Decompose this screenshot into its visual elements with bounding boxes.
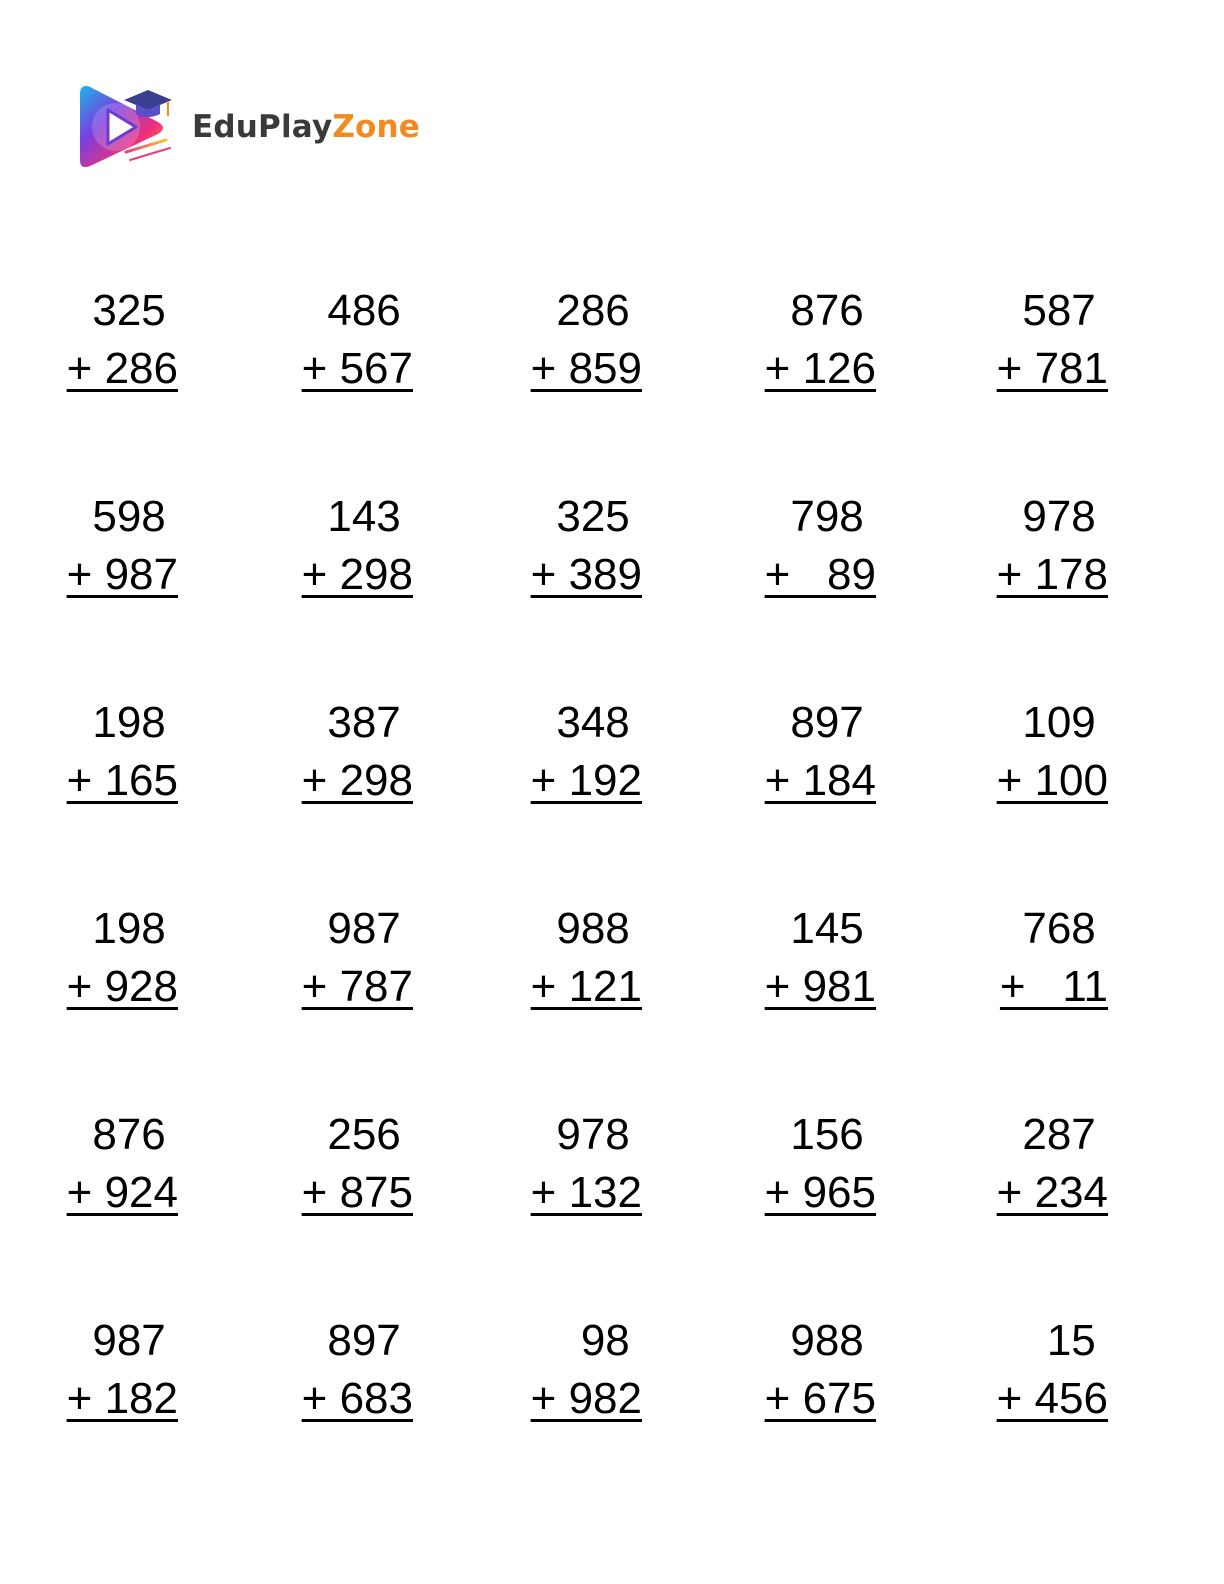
addend-bottom: + 928 — [66, 962, 178, 1011]
addition-problem — [726, 1106, 876, 1222]
addition-problem — [263, 488, 413, 604]
addend-bottom: + 234 — [996, 1168, 1108, 1217]
addend-bottom: + 982 — [530, 1374, 642, 1423]
addition-problem — [263, 1106, 413, 1222]
addend-top: 143 — [327, 492, 413, 541]
brand-name-part2: Zone — [332, 109, 421, 145]
addition-problem — [28, 1312, 178, 1428]
addend-top: 325 — [556, 492, 642, 541]
addend-top: 256 — [327, 1110, 413, 1159]
addend-bottom-line — [726, 340, 876, 398]
addend-top: 486 — [327, 286, 413, 335]
addend-bottom-line — [958, 546, 1108, 604]
addend-bottom: + 298 — [301, 550, 413, 599]
addition-problem — [492, 1106, 642, 1222]
addend-bottom: + 11 — [999, 962, 1108, 1011]
addition-problem — [726, 900, 876, 1016]
addition-problem — [958, 900, 1108, 1016]
addend-bottom-line — [263, 1370, 413, 1428]
addend-top: 768 — [1022, 904, 1108, 953]
addend-top: 286 — [556, 286, 642, 335]
addend-bottom-line — [492, 1164, 642, 1222]
addition-problem — [263, 282, 413, 398]
addend-top: 988 — [790, 1316, 876, 1365]
addend-bottom-line — [726, 546, 876, 604]
addend-top: 587 — [1022, 286, 1108, 335]
addend-bottom: + 683 — [301, 1374, 413, 1423]
addend-top: 978 — [1022, 492, 1108, 541]
addend-top: 988 — [556, 904, 642, 953]
brand-name-part1: EduPlay — [192, 109, 333, 145]
addition-problem — [726, 282, 876, 398]
addend-bottom: + 567 — [301, 344, 413, 393]
addend-bottom-line — [958, 340, 1108, 398]
addition-problem — [726, 1312, 876, 1428]
addend-top: 987 — [92, 1316, 178, 1365]
addition-problem — [958, 1312, 1108, 1428]
addition-problem — [263, 1312, 413, 1428]
addend-top: 978 — [556, 1110, 642, 1159]
addend-bottom-line — [263, 340, 413, 398]
addition-problem — [492, 1312, 642, 1428]
addend-bottom-line — [726, 1370, 876, 1428]
addition-problem — [958, 694, 1108, 810]
addition-problem — [492, 694, 642, 810]
addend-bottom: + 89 — [764, 550, 876, 599]
addend-bottom-line — [492, 340, 642, 398]
addend-bottom-line — [492, 546, 642, 604]
addend-top: 198 — [92, 904, 178, 953]
addend-top: 387 — [327, 698, 413, 747]
addend-bottom: + 859 — [530, 344, 642, 393]
addend-top: 145 — [790, 904, 876, 953]
addend-bottom-line — [726, 752, 876, 810]
addend-bottom-line — [263, 1164, 413, 1222]
addend-bottom: + 286 — [66, 344, 178, 393]
addition-problem — [263, 900, 413, 1016]
addend-bottom-line — [958, 1370, 1108, 1428]
addition-problem — [492, 282, 642, 398]
addend-bottom: + 132 — [530, 1168, 642, 1217]
addend-top: 897 — [327, 1316, 413, 1365]
addend-bottom: + 298 — [301, 756, 413, 805]
addend-bottom-line — [28, 340, 178, 398]
addend-bottom: + 987 — [66, 550, 178, 599]
addend-bottom: + 165 — [66, 756, 178, 805]
addend-top: 287 — [1022, 1110, 1108, 1159]
addend-top: 598 — [92, 492, 178, 541]
addend-bottom: + 456 — [996, 1374, 1108, 1423]
addend-bottom: + 981 — [764, 962, 876, 1011]
addition-problem — [492, 488, 642, 604]
addend-bottom: + 389 — [530, 550, 642, 599]
addition-problem — [726, 694, 876, 810]
addend-bottom: + 100 — [996, 756, 1108, 805]
addend-bottom-line — [28, 1370, 178, 1428]
addend-bottom-line — [492, 958, 642, 1016]
addend-top: 876 — [790, 286, 876, 335]
addend-bottom-line — [263, 546, 413, 604]
addend-top: 98 — [580, 1316, 642, 1365]
addition-problem — [28, 1106, 178, 1222]
addend-bottom-line — [263, 752, 413, 810]
addend-bottom: + 787 — [301, 962, 413, 1011]
brand-name — [192, 109, 420, 145]
addition-problem — [28, 282, 178, 398]
addend-top: 798 — [790, 492, 876, 541]
addend-bottom-line — [28, 1164, 178, 1222]
addition-problem — [726, 488, 876, 604]
addend-bottom: + 182 — [66, 1374, 178, 1423]
addend-bottom: + 121 — [530, 962, 642, 1011]
addend-top: 876 — [92, 1110, 178, 1159]
addend-bottom: + 184 — [764, 756, 876, 805]
addend-bottom: + 875 — [301, 1168, 413, 1217]
addend-bottom: + 965 — [764, 1168, 876, 1217]
addend-top: 987 — [327, 904, 413, 953]
addend-top: 156 — [790, 1110, 876, 1159]
addend-bottom: + 126 — [764, 344, 876, 393]
addend-top: 15 — [1046, 1316, 1108, 1365]
addend-top: 897 — [790, 698, 876, 747]
addend-top: 325 — [92, 286, 178, 335]
addend-bottom: + 675 — [764, 1374, 876, 1423]
addend-bottom-line — [726, 1164, 876, 1222]
addend-bottom-line — [726, 958, 876, 1016]
addend-bottom-line — [263, 958, 413, 1016]
addend-bottom: + 178 — [996, 550, 1108, 599]
addition-problem — [28, 694, 178, 810]
addition-problem — [28, 900, 178, 1016]
addend-bottom-line — [958, 752, 1108, 810]
addend-bottom-line — [492, 1370, 642, 1428]
addition-problem — [263, 694, 413, 810]
addend-top: 198 — [92, 698, 178, 747]
addend-bottom-line — [28, 958, 178, 1016]
addend-bottom-line — [492, 752, 642, 810]
addend-bottom-line — [958, 1164, 1108, 1222]
addend-top: 109 — [1022, 698, 1108, 747]
addition-problem — [492, 900, 642, 1016]
addition-problem — [958, 1106, 1108, 1222]
addend-bottom-line — [958, 958, 1108, 1016]
play-button-graduation-cap-icon — [78, 82, 174, 172]
addition-problem — [28, 488, 178, 604]
addition-problem — [958, 282, 1108, 398]
addend-bottom: + 781 — [996, 344, 1108, 393]
addend-bottom: + 924 — [66, 1168, 178, 1217]
addend-bottom-line — [28, 546, 178, 604]
addend-bottom-line — [28, 752, 178, 810]
addition-problem — [958, 488, 1108, 604]
addend-top: 348 — [556, 698, 642, 747]
brand-logo — [78, 82, 420, 172]
addend-bottom: + 192 — [530, 756, 642, 805]
